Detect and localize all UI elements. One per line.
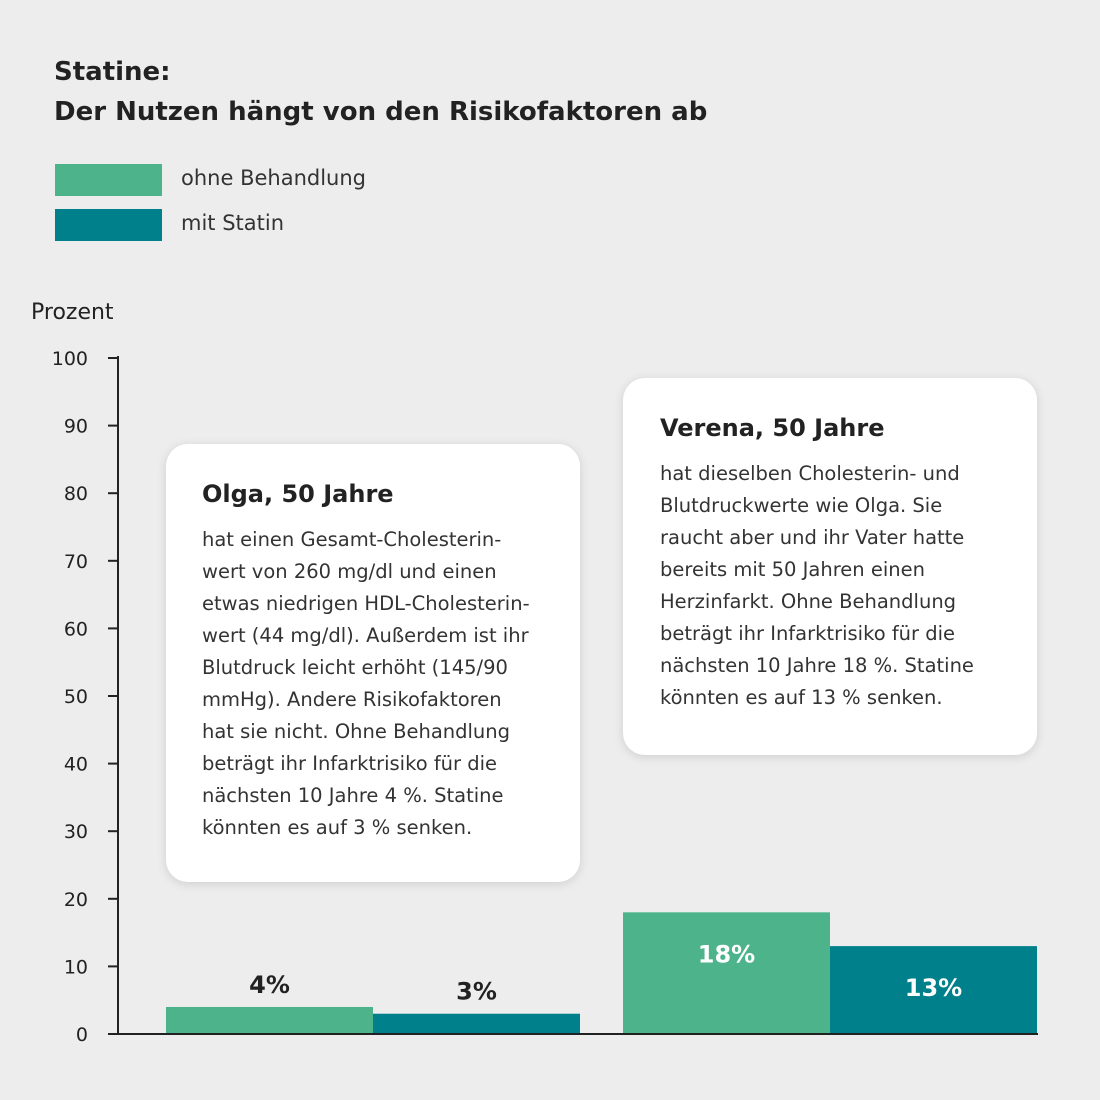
card-olga-line: nächsten 10 Jahre 4 %. Statine <box>202 784 504 807</box>
card-olga-line: mmHg). Andere Risikofaktoren <box>202 688 502 711</box>
card-verena-line: könnten es auf 13 % senken. <box>660 686 943 709</box>
y-tick-label: 30 <box>63 821 88 844</box>
chart-title-line-2: Der Nutzen hängt von den Risikofaktoren ab <box>54 97 708 127</box>
y-tick-label: 0 <box>75 1024 88 1046</box>
card-verena-line: nächsten 10 Jahre 18 %. Statine <box>660 654 974 677</box>
card-verena-line: Blutdruckwerte wie Olga. Sie <box>660 494 943 517</box>
y-tick-label: 40 <box>63 753 88 776</box>
card-verena-line: raucht aber und ihr Vater hatte <box>660 526 965 549</box>
chart-title-line-1: Statine: <box>54 57 171 87</box>
y-tick-label: 50 <box>63 686 88 708</box>
y-axis-label: Prozent <box>31 300 114 325</box>
y-tick-label: 100 <box>51 348 88 370</box>
card-verena-line: bereits mit 50 Jahren einen <box>660 558 925 581</box>
card-olga-line: etwas niedrigen HDL-Cholesterin- <box>202 592 530 615</box>
bar-olga-ohne-behandlung <box>166 1007 373 1034</box>
bar-value-label: 18% <box>697 940 756 969</box>
legend-label-ohne-behandlung: ohne Behandlung <box>181 166 366 190</box>
card-verena <box>623 378 1037 755</box>
bar-value-label: 3% <box>456 977 497 1006</box>
card-verena-title: Verena, 50 Jahre <box>660 414 885 442</box>
card-olga <box>166 444 580 882</box>
card-verena-line: Herzinfarkt. Ohne Behandlung <box>660 590 957 613</box>
bars <box>166 912 1037 1034</box>
y-tick-label: 20 <box>63 888 88 911</box>
card-olga-line: wert von 260 mg/dl und einen <box>202 560 497 583</box>
card-olga-line: wert (44 mg/dl). Außerdem ist ihr <box>202 624 529 647</box>
card-olga-title: Olga, 50 Jahre <box>202 480 394 508</box>
card-olga-line: Blutdruck leicht erhöht (145/90 <box>202 656 508 679</box>
bar-value-label: 13% <box>904 974 963 1003</box>
card-olga-line: hat einen Gesamt-Cholesterin- <box>202 528 502 551</box>
card-verena-line: hat dieselben Cholesterin- und <box>660 462 960 485</box>
y-tick-label: 70 <box>63 550 88 573</box>
card-verena-line: beträgt ihr Infarktrisiko für die <box>660 622 956 645</box>
y-tick-label: 90 <box>63 415 88 438</box>
y-tick-label: 80 <box>63 483 88 506</box>
card-olga-line: hat sie nicht. Ohne Behandlung <box>202 720 511 743</box>
card-olga-text <box>202 524 550 844</box>
y-axis-ticks <box>52 348 118 1046</box>
card-verena-text <box>660 458 1007 714</box>
y-tick-label: 10 <box>63 956 88 979</box>
bar-verena-ohne-behandlung <box>623 912 830 1034</box>
legend-label-mit-statin: mit Statin <box>181 211 285 235</box>
y-tick-label: 60 <box>63 618 88 641</box>
bar-value-label: 4% <box>249 970 290 999</box>
bar-olga-mit-statin <box>373 1014 580 1034</box>
card-olga-line: beträgt ihr Infarktrisiko für die <box>202 752 498 775</box>
card-olga-line: könnten es auf 3 % senken. <box>202 816 473 839</box>
